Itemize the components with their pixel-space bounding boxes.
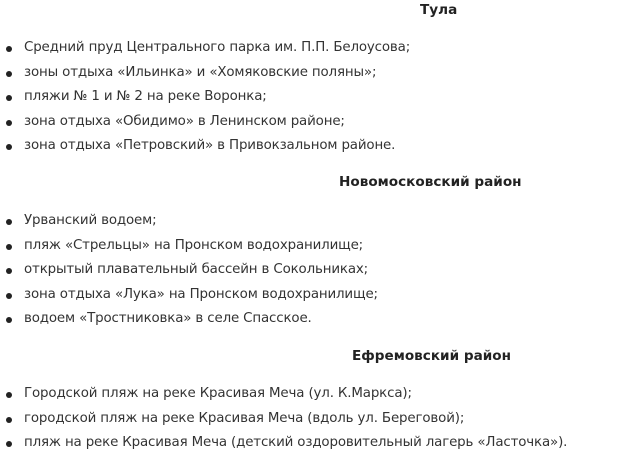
list-item (0, 431, 635, 456)
list-tula (0, 36, 635, 159)
bullet-icon (6, 144, 12, 150)
bullet-icon (6, 441, 12, 447)
section-title-text: Тула (420, 2, 458, 18)
list-novomoskovsky (0, 209, 635, 332)
list-item (0, 36, 635, 61)
section-title: Ефремовский район (352, 348, 512, 364)
section-header-novomoskovsky (0, 172, 635, 192)
bullet-icon (6, 219, 12, 225)
section-header-tula (0, 0, 635, 20)
list-item-text: пляжи № 1 и № 2 на реке Воронка; (24, 89, 267, 104)
list-item-text: пляж «Стрельцы» на Пронском водохранилище; (24, 237, 364, 253)
bullet-icon (6, 71, 12, 77)
bullet-icon (6, 317, 12, 323)
bullet-icon (6, 293, 12, 299)
bullet-icon (6, 244, 12, 250)
list-item (0, 258, 635, 283)
list-efremovsky (0, 382, 635, 456)
list-item (0, 110, 635, 135)
section-title (0, 0, 635, 20)
list-item-text: Урванский водоем; (24, 213, 157, 228)
list-item (0, 307, 635, 332)
section-header-efremovsky (0, 346, 635, 366)
list-item (0, 407, 635, 432)
list-item-text: Городской пляж на реке Красивая Меча (ул. К.Маркса); (24, 386, 412, 401)
bullet-icon (6, 46, 12, 52)
list-item-text: зона отдыха «Лука» на Пронском водохранилище; (24, 286, 378, 302)
list-item-text: городской пляж на реке Красивая Меча (вдоль ул. Береговой); (24, 410, 465, 426)
list-item-text: зона отдыха «Обидимо» в Ленинском районе; (24, 113, 345, 129)
list-item-text: зоны отдыха «Ильинка» и «Хомяковские поляны»; (24, 64, 377, 80)
list-item (0, 134, 635, 159)
section-title: Новомосковский район (339, 174, 522, 190)
list-item (0, 85, 635, 110)
bullet-icon (6, 268, 12, 274)
list-item (0, 283, 635, 308)
list-item (0, 209, 635, 234)
list-item (0, 61, 635, 86)
list-item (0, 382, 635, 407)
bullet-icon (6, 392, 12, 398)
bullet-icon (6, 417, 12, 423)
list-item-text: открытый плавательный бассейн в Сокольниках; (24, 262, 369, 277)
bullet-icon (6, 120, 12, 126)
list-item-text: Средний пруд Центрального парка им. П.П. Белоусова; (24, 40, 411, 55)
bullet-icon (6, 95, 12, 101)
list-item-text: пляж на реке Красивая Меча (детский оздоровительный лагерь «Ласточка»). (24, 435, 568, 450)
list-item-text: водоем «Тростниковка» в селе Спасское. (24, 311, 312, 326)
list-item (0, 234, 635, 259)
list-item-text: зона отдыха «Петровский» в Привокзальном районе. (24, 138, 396, 153)
